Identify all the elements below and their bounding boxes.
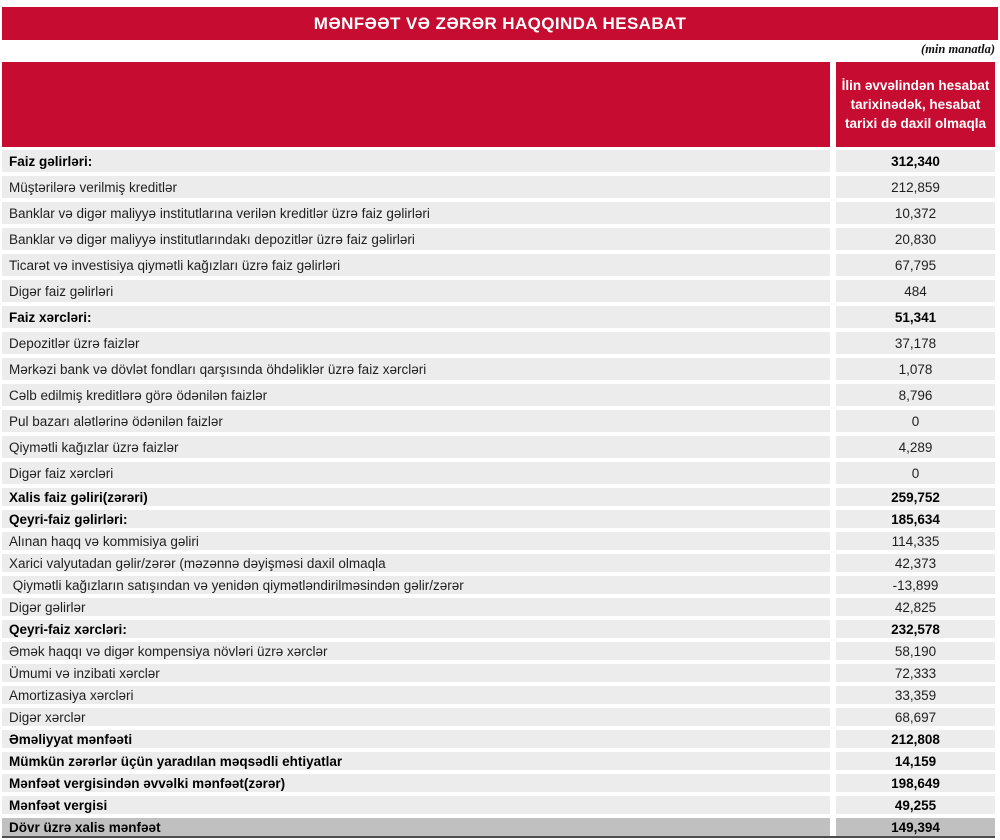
row-label: Alınan haqq və kommisiya gəliri: [2, 532, 830, 550]
row-value: 484: [836, 280, 995, 302]
row-value: 4,289: [836, 436, 995, 458]
table-row: [2, 332, 995, 354]
row-value: 14,159: [836, 752, 995, 770]
row-value: 149,394: [836, 818, 995, 836]
row-label: Pul bazarı alətlərinə ödənilən faizlər: [2, 410, 830, 432]
table-row: [2, 642, 995, 660]
row-value: -13,899: [836, 576, 995, 594]
table-row: [2, 228, 995, 250]
table-row: [2, 620, 995, 638]
table-row: [2, 306, 995, 328]
row-value: 259,752: [836, 488, 995, 506]
row-label: Müştərilərə verilmiş kreditlər: [2, 176, 830, 198]
table-row: [2, 510, 995, 528]
row-value: 37,178: [836, 332, 995, 354]
row-label: Digər gəlirlər: [2, 598, 830, 616]
row-label: Mərkəzi bank və dövlət fondları qarşısında öhdəliklər üzrə faiz xərcləri: [2, 358, 830, 380]
header-label-cell: [2, 62, 830, 147]
row-value: 42,825: [836, 598, 995, 616]
row-label: Qeyri-faiz xərcləri:: [2, 620, 830, 638]
row-label: Xarici valyutadan gəlir/zərər (məzənnə dəyişməsi daxil olmaqla: [2, 554, 830, 572]
income-statement-table: [2, 62, 995, 838]
row-value: 232,578: [836, 620, 995, 638]
row-value: 312,340: [836, 150, 995, 172]
table-row: [2, 708, 995, 726]
table-header-row: [2, 62, 995, 147]
row-label: Cəlb edilmiş kreditlərə görə ödənilən faizlər: [2, 384, 830, 406]
table-row: [2, 576, 995, 594]
row-value: 42,373: [836, 554, 995, 572]
row-value: 0: [836, 410, 995, 432]
row-label: Digər faiz xərcləri: [2, 462, 830, 484]
row-value: 20,830: [836, 228, 995, 250]
row-label: Digər xərclər: [2, 708, 830, 726]
row-value: 10,372: [836, 202, 995, 224]
table-row: [2, 686, 995, 704]
row-value: 8,796: [836, 384, 995, 406]
row-value: 212,808: [836, 730, 995, 748]
table-row: [2, 410, 995, 432]
report-title: MƏNFƏƏT VƏ ZƏRƏR HAQQINDA HESABAT: [313, 13, 687, 33]
row-value: 185,634: [836, 510, 995, 528]
row-value: 33,359: [836, 686, 995, 704]
row-label: Digər faiz gəlirləri: [2, 280, 830, 302]
table-row: [2, 202, 995, 224]
row-label: Faiz xərcləri:: [2, 306, 830, 328]
table-row: [2, 664, 995, 682]
row-label: Əməliyyat mənfəəti: [2, 730, 830, 748]
header-value-cell: İlin əvvəlindən hesabat tarixinədək, hesabat tarixi də daxil olmaqla: [836, 62, 995, 147]
table-row: [2, 150, 995, 172]
row-label: Xalis faiz gəliri(zərəri): [2, 488, 830, 506]
row-value: 68,697: [836, 708, 995, 726]
table-row: [2, 280, 995, 302]
row-value: 114,335: [836, 532, 995, 550]
row-value: 67,795: [836, 254, 995, 276]
table-row: [2, 598, 995, 616]
row-value: 58,190: [836, 642, 995, 660]
row-value: 1,078: [836, 358, 995, 380]
row-label: Amortizasiya xərcləri: [2, 686, 830, 704]
table-row: [2, 774, 995, 792]
table-row: [2, 752, 995, 770]
row-value: 51,341: [836, 306, 995, 328]
table-row: [2, 176, 995, 198]
row-value: 72,333: [836, 664, 995, 682]
report-title-bar: [2, 7, 998, 40]
row-label: Ümumi və inzibati xərclər: [2, 664, 830, 682]
table-body: [2, 150, 995, 838]
table-row: [2, 254, 995, 276]
row-value: 49,255: [836, 796, 995, 814]
row-label: Qeyri-faiz gəlirləri:: [2, 510, 830, 528]
table-row: [2, 436, 995, 458]
table-row: [2, 554, 995, 572]
row-value: 198,649: [836, 774, 995, 792]
row-label: Qiymətli kağızlar üzrə faizlər: [2, 436, 830, 458]
unit-note: (min manatla): [921, 42, 995, 56]
row-label: Mənfəət vergisi: [2, 796, 830, 814]
row-label: Faiz gəlirləri:: [2, 150, 830, 172]
row-label: Mənfəət vergisindən əvvəlki mənfəət(zərər): [2, 774, 830, 792]
row-label: Banklar və digər maliyyə institutlarına verilən kreditlər üzrə faiz gəlirləri: [2, 202, 830, 224]
table-row: [2, 532, 995, 550]
table-row: [2, 358, 995, 380]
row-label: Qiymətli kağızların satışından və yenidən qiymətləndirilməsindən gəlir/zərər: [2, 576, 830, 594]
row-label: Banklar və digər maliyyə institutlarındakı depozitlər üzrə faiz gəlirləri: [2, 228, 830, 250]
row-label: Əmək haqqı və digər kompensiya növləri üzrə xərclər: [2, 642, 830, 660]
row-label: Mümkün zərərlər üçün yaradılan məqsədli ehtiyatlar: [2, 752, 830, 770]
table-row: [2, 384, 995, 406]
table-row: [2, 818, 995, 838]
row-label: Depozitlər üzrə faizlər: [2, 332, 830, 354]
row-value: 212,859: [836, 176, 995, 198]
table-row: [2, 796, 995, 814]
row-label: Dövr üzrə xalis mənfəət: [2, 818, 830, 836]
table-row: [2, 730, 995, 748]
table-row: [2, 462, 995, 484]
row-label: Ticarət və investisiya qiymətli kağızları üzrə faiz gəlirləri: [2, 254, 830, 276]
row-value: 0: [836, 462, 995, 484]
table-row: [2, 488, 995, 506]
